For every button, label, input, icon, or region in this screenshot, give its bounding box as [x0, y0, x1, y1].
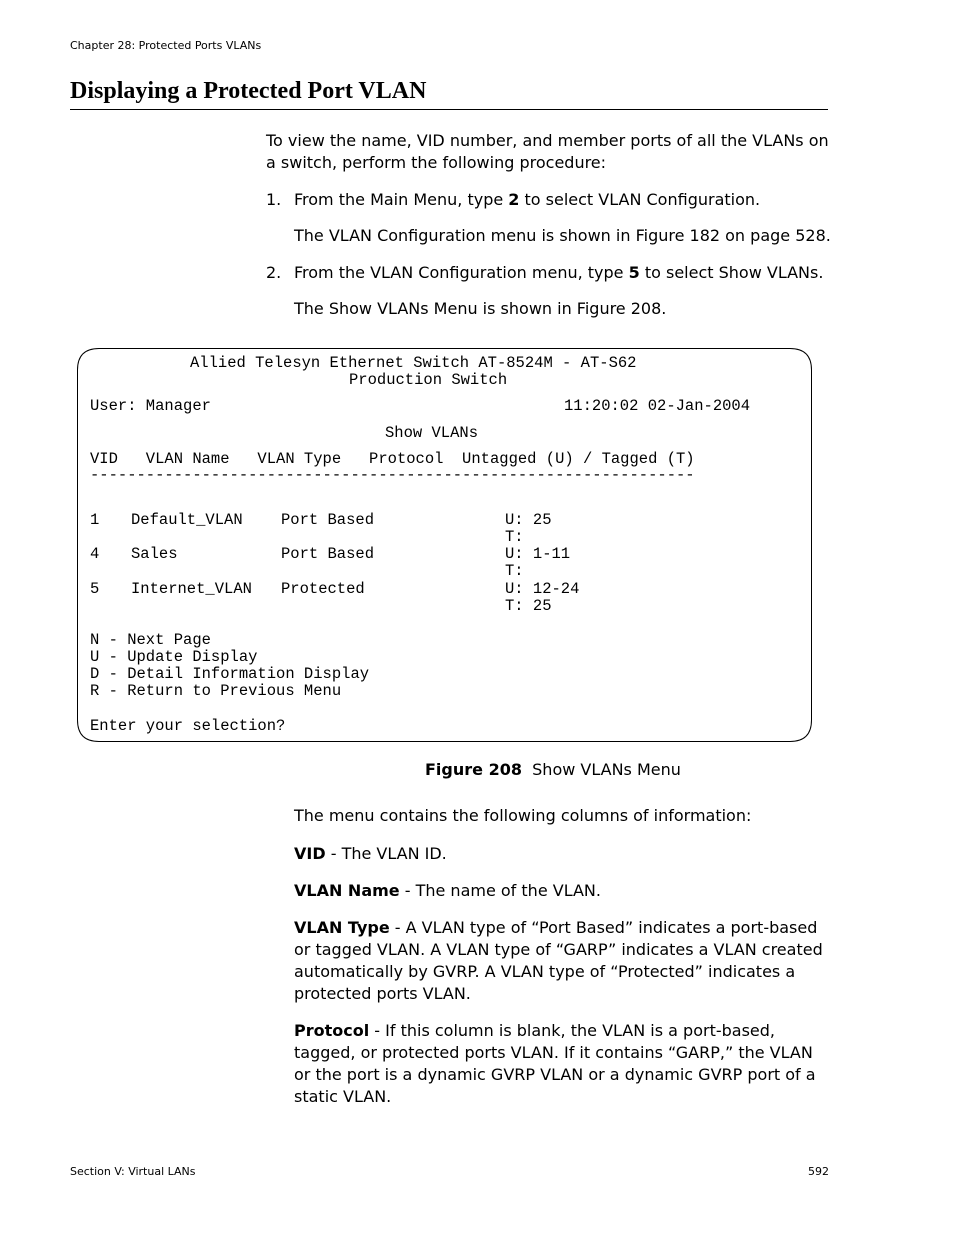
definition-vid: VID - The VLAN ID.: [294, 844, 447, 863]
intro-paragraph: To view the name, VID number, and member ports of all the VLANs on a switch, perform the following procedure:: [266, 131, 829, 172]
definition-term: Protocol: [294, 1021, 370, 1040]
vlan-row-untagged: U: 25: [505, 511, 552, 529]
section-title: Displaying a Protected Port VLAN: [70, 78, 427, 104]
vlan-row-vid: 5: [90, 580, 100, 598]
terminal-title-line1: Allied Telesyn Ethernet Switch AT-8524M - AT-S62: [190, 354, 637, 372]
footer-section: Section V: Virtual LANs: [70, 1165, 196, 1178]
step-text: From the VLAN Configuration menu, type 5 to select Show VLANs.: [294, 263, 824, 282]
vlan-row-name: Default_VLAN: [131, 511, 243, 529]
page-number: 592: [808, 1165, 829, 1178]
step-number: 2.: [266, 263, 282, 282]
figure-label: Figure 208: [425, 760, 522, 779]
vlan-row-untagged: U: 1-11: [505, 545, 571, 563]
figure-caption-text: Show VLANs Menu: [532, 760, 681, 779]
step-key: 5: [628, 263, 640, 282]
vlan-row-name: Internet_VLAN: [131, 580, 252, 598]
terminal-title-line2: Production Switch: [349, 371, 508, 389]
definition-term: VLAN Name: [294, 881, 400, 900]
vlan-row-type: Port Based: [281, 545, 375, 563]
menu-option-detail-display: D - Detail Information Display: [90, 665, 370, 683]
selection-prompt: Enter your selection?: [90, 717, 286, 735]
step-key: 2: [508, 190, 520, 209]
vlan-row-tagged: T:: [505, 528, 524, 546]
vlan-row-tagged: T:: [505, 562, 524, 580]
menu-option-next-page: N - Next Page: [90, 631, 211, 649]
definition-vlan-name: VLAN Name - The name of the VLAN.: [294, 881, 601, 900]
definition-term: VLAN Type: [294, 918, 390, 937]
terminal-divider: -----------------------------------------------------------------: [90, 466, 695, 484]
columns-intro: The menu contains the following columns of information:: [294, 806, 752, 825]
terminal-datetime: 11:20:02 02-Jan-2004: [564, 397, 751, 415]
figure-caption: [425, 760, 681, 779]
vlan-row-type: Port Based: [281, 511, 375, 529]
vlan-row-vid: 1: [90, 511, 100, 529]
vlan-row-untagged: U: 12-24: [505, 580, 580, 598]
definition-vlan-type: VLAN Type - A VLAN type of “Port Based” indicates a port-based or tagged VLAN. A VLAN type of “GARP” indicates a VLAN created automatically by GVRP. A VLAN type of “Protected” indicates a protected ports VLAN.: [294, 918, 823, 1003]
definition-protocol: Protocol - If this column is blank, the VLAN is a port-based, tagged, or protected ports VLAN. If it contains “GARP,” the VLAN or the port is a dynamic GVRP VLAN or a dynamic GVRP port of a static VLAN.: [294, 1021, 816, 1106]
step-number: 1.: [266, 190, 282, 209]
terminal-column-headers: VID VLAN Name VLAN Type Protocol Untagged (U) / Tagged (T): [90, 450, 695, 468]
menu-option-update-display: U - Update Display: [90, 648, 258, 666]
title-rule: [70, 109, 828, 110]
terminal-user: User: Manager: [90, 397, 211, 415]
vlan-row-vid: 4: [90, 545, 100, 563]
vlan-row-type: Protected: [281, 580, 365, 598]
step-2-note: The Show VLANs Menu is shown in Figure 208.: [294, 299, 667, 318]
vlan-row-name: Sales: [131, 545, 178, 563]
definition-term: VID: [294, 844, 326, 863]
step-text: From the Main Menu, type 2 to select VLAN Configuration.: [294, 190, 761, 209]
vlan-row-tagged: T: 25: [505, 597, 552, 615]
step-1-note: The VLAN Configuration menu is shown in Figure 182 on page 528.: [294, 226, 831, 245]
menu-option-return: R - Return to Previous Menu: [90, 682, 342, 700]
chapter-header: Chapter 28: Protected Ports VLANs: [70, 39, 262, 52]
terminal-screen-name: Show VLANs: [385, 424, 479, 442]
terminal-screen-figure: [77, 348, 812, 742]
